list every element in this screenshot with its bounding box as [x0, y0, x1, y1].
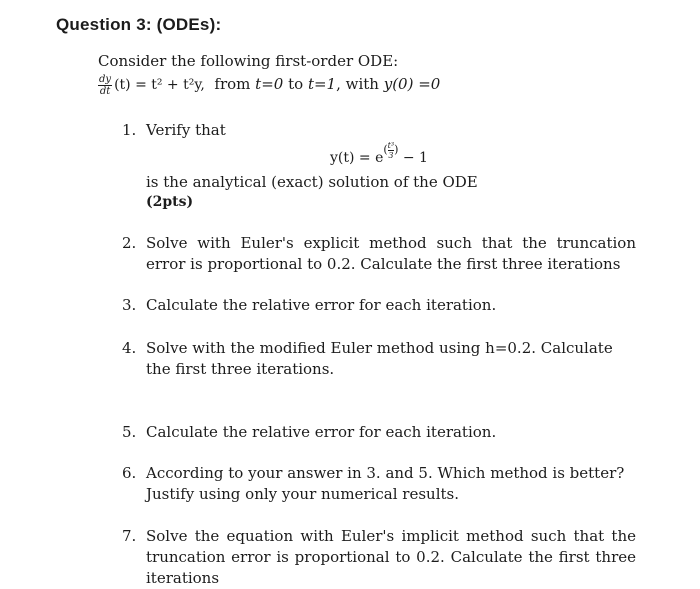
item-number: 4. — [122, 339, 137, 357]
question-intro: Consider the following first-order ODE: — [98, 52, 399, 70]
exact-solution-formula — [330, 140, 428, 169]
points-label: (2pts) — [146, 194, 194, 210]
item-number: 3. — [122, 296, 137, 314]
item-text: Verify that — [146, 121, 226, 139]
formula-tail: − 1 — [398, 150, 428, 166]
item-text: Solve the equation with Euler's implicit method such that the truncation error is proportional to 0.2. Calculate the first three iterations — [146, 527, 636, 587]
ode-to-word: to — [288, 75, 304, 93]
ode-equation — [98, 72, 440, 97]
ode-with-text: , with — [336, 75, 379, 93]
exponent-numerator: t³ — [387, 140, 395, 150]
ode-t-end: t=1 — [307, 75, 337, 93]
item-text: Solve with the modified Euler method using h=0.2. Calculate the first three iterations. — [146, 339, 613, 378]
formula-lhs: y(t) = e — [330, 150, 384, 166]
item-number: 5. — [122, 423, 137, 441]
item-number: 1. — [122, 121, 137, 139]
ode-rhs: (t) = t² + t²y, — [114, 77, 205, 93]
ode-range-text: from — [214, 75, 251, 93]
derivative-denominator: dt — [99, 85, 111, 97]
ode-initial-condition: y(0) =0 — [383, 75, 441, 93]
item-number: 6. — [122, 464, 137, 482]
formula-exponent: ( t³ 3 ) — [383, 140, 399, 160]
item-number: 2. — [122, 234, 137, 252]
question-title: Question 3: (ODEs): — [56, 15, 222, 34]
item-text: Solve with Euler's explicit method such that the truncation error is proportional to 0.2. Calculate the first three iterations — [146, 234, 636, 273]
item-text: According to your answer in 3. and 5. Which method is better? Justify using only your numerical results. — [146, 464, 625, 503]
exponent-denominator: 3 — [388, 150, 394, 160]
derivative-numerator: dy — [99, 73, 112, 85]
ode-t-start: t=0 — [255, 75, 284, 93]
solution-text: is the analytical (exact) solution of the ODE — [146, 173, 478, 191]
derivative-fraction — [98, 74, 112, 97]
item-number: 7. — [122, 527, 137, 545]
item-text: Calculate the relative error for each iteration. — [146, 296, 497, 314]
item-text: Calculate the relative error for each iteration. — [146, 423, 497, 441]
